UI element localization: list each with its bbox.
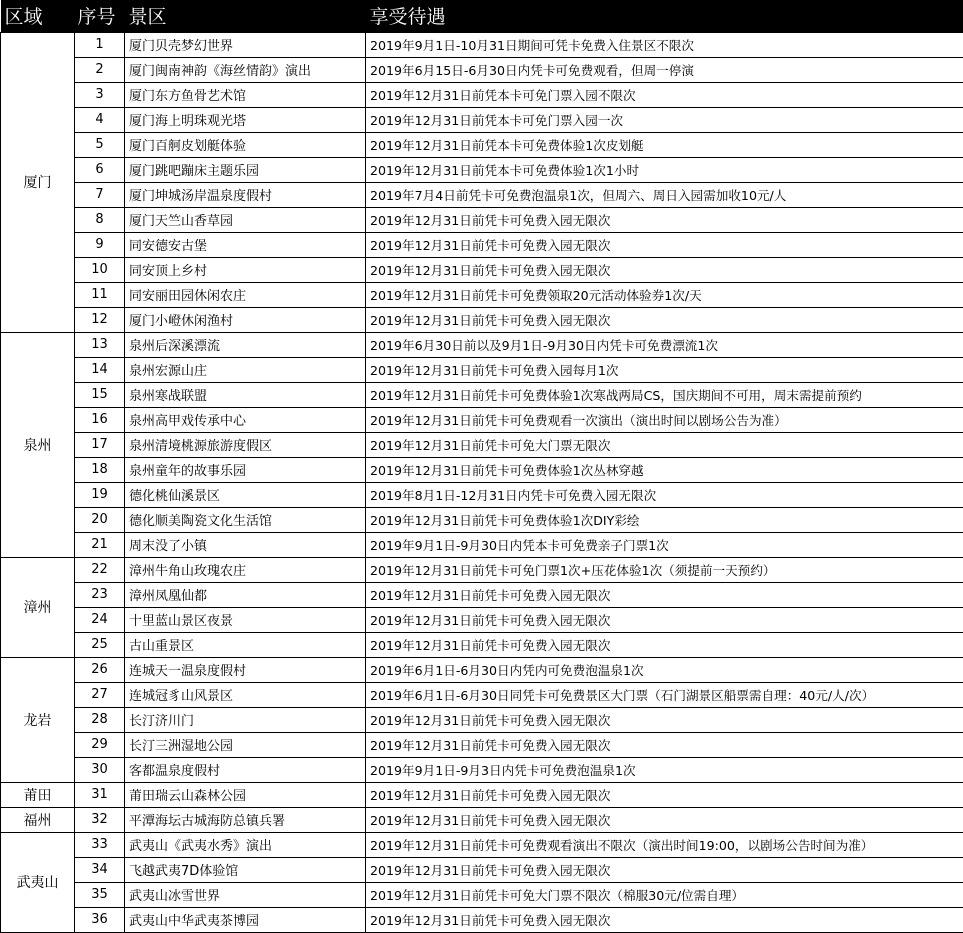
table-body	[1, 32, 963, 932]
table-row	[1, 307, 963, 332]
table-row	[1, 182, 963, 207]
index-cell: 29	[75, 732, 125, 757]
spot-cell: 同安德安古堡	[125, 232, 366, 257]
benefit-cell: 2019年12月31日前凭卡可免费入园无限次	[366, 632, 963, 657]
index-cell: 2	[75, 57, 125, 82]
table-row	[1, 157, 963, 182]
benefit-cell: 2019年6月15日-6月30日内凭卡可免费观看，但周一停演	[366, 57, 963, 82]
spot-cell: 长汀济川门	[125, 707, 366, 732]
index-cell: 17	[75, 432, 125, 457]
index-cell: 22	[75, 557, 125, 582]
benefit-cell: 2019年6月1日-6月30日内凭内可免费泡温泉1次	[366, 657, 963, 682]
spot-cell: 德化桃仙溪景区	[125, 482, 366, 507]
benefit-cell: 2019年6月30日前以及9月1日-9月30日内凭卡可免费漂流1次	[366, 332, 963, 357]
index-cell: 25	[75, 632, 125, 657]
table-row	[1, 882, 963, 907]
benefit-cell: 2019年8月1日-12月31日内凭卡可免费入园无限次	[366, 482, 963, 507]
table-row	[1, 82, 963, 107]
spot-cell: 厦门跳吧蹦床主题乐园	[125, 157, 366, 182]
table-row	[1, 382, 963, 407]
table-row	[1, 507, 963, 532]
benefit-cell: 2019年12月31日前凭卡可免费入园无限次	[366, 782, 963, 807]
index-cell: 35	[75, 882, 125, 907]
benefit-cell: 2019年12月31日前凭卡可免费入园无限次	[366, 707, 963, 732]
region-cell: 泉州	[1, 332, 75, 557]
index-cell: 34	[75, 857, 125, 882]
benefit-cell: 2019年12月31日前凭卡可免费入园无限次	[366, 232, 963, 257]
header-region: 区域	[1, 0, 75, 32]
benefit-cell: 2019年12月31日前凭卡可免费观看演出不限次（演出时间19:00，以剧场公告时间为准）	[366, 832, 963, 857]
benefit-cell: 2019年12月31日前凭卡可免费入园无限次	[366, 732, 963, 757]
spot-cell: 厦门天竺山香草园	[125, 207, 366, 232]
spot-cell: 十里蓝山景区夜景	[125, 607, 366, 632]
table-row	[1, 282, 963, 307]
table-row	[1, 457, 963, 482]
index-cell: 36	[75, 907, 125, 932]
index-cell: 10	[75, 257, 125, 282]
table-row	[1, 132, 963, 157]
index-cell: 8	[75, 207, 125, 232]
index-cell: 24	[75, 607, 125, 632]
benefit-cell: 2019年12月31日前凭卡可免门票1次+压花体验1次（须提前一天预约）	[366, 557, 963, 582]
spot-cell: 莆田瑞云山森林公园	[125, 782, 366, 807]
table-row	[1, 582, 963, 607]
spot-cell: 泉州清境桃源旅游度假区	[125, 432, 366, 457]
benefit-cell: 2019年12月31日前凭卡可免费体验1次寒战两局CS，国庆期间不可用，周末需提前预约	[366, 382, 963, 407]
benefit-cell: 2019年12月31日前凭卡可免费入园无限次	[366, 307, 963, 332]
benefit-cell: 2019年12月31日前凭卡可免费入园无限次	[366, 257, 963, 282]
benefit-cell: 2019年12月31日前凭本卡可免门票入园不限次	[366, 82, 963, 107]
index-cell: 21	[75, 532, 125, 557]
index-cell: 3	[75, 82, 125, 107]
table-row	[1, 707, 963, 732]
index-cell: 32	[75, 807, 125, 832]
table-row	[1, 332, 963, 357]
index-cell: 13	[75, 332, 125, 357]
index-cell: 7	[75, 182, 125, 207]
table-row	[1, 207, 963, 232]
table-row	[1, 557, 963, 582]
table-row	[1, 257, 963, 282]
benefit-cell: 2019年12月31日前凭本卡可免费体验1次皮划艇	[366, 132, 963, 157]
spot-cell: 平潭海坛古城海防总镇兵署	[125, 807, 366, 832]
spot-cell: 泉州后深溪漂流	[125, 332, 366, 357]
benefit-cell: 2019年9月1日-10月31日期间可凭卡免费入住景区不限次	[366, 32, 963, 57]
benefit-cell: 2019年12月31日前凭卡可免费入园无限次	[366, 207, 963, 232]
index-cell: 26	[75, 657, 125, 682]
spot-cell: 厦门贝壳梦幻世界	[125, 32, 366, 57]
benefit-cell: 2019年12月31日前凭卡可免费入园无限次	[366, 907, 963, 932]
benefit-cell: 2019年12月31日前凭卡可免费入园每月1次	[366, 357, 963, 382]
table-row	[1, 807, 963, 832]
spot-cell: 泉州高甲戏传承中心	[125, 407, 366, 432]
spot-cell: 厦门小嶝休闲渔村	[125, 307, 366, 332]
header-spot: 景区	[125, 0, 366, 32]
table-row	[1, 57, 963, 82]
spot-cell: 厦门坤城汤岸温泉度假村	[125, 182, 366, 207]
index-cell: 18	[75, 457, 125, 482]
table-row	[1, 682, 963, 707]
header-benefit: 享受待遇	[366, 0, 963, 32]
table-row	[1, 407, 963, 432]
benefit-cell: 2019年7月4日前凭卡可免费泡温泉1次，但周六、周日入园需加收10元/人	[366, 182, 963, 207]
spot-cell: 同安丽田园休闲农庄	[125, 282, 366, 307]
spot-cell: 连城天一温泉度假村	[125, 657, 366, 682]
index-cell: 14	[75, 357, 125, 382]
spot-cell: 古山重景区	[125, 632, 366, 657]
spot-cell: 德化顺美陶瓷文化生活馆	[125, 507, 366, 532]
table-row	[1, 632, 963, 657]
table-row	[1, 607, 963, 632]
table-row	[1, 732, 963, 757]
table-row	[1, 482, 963, 507]
spot-cell: 武夷山《武夷水秀》演出	[125, 832, 366, 857]
index-cell: 30	[75, 757, 125, 782]
table-row	[1, 432, 963, 457]
spot-cell: 武夷山中华武夷茶博园	[125, 907, 366, 932]
table-row	[1, 857, 963, 882]
benefit-cell: 2019年12月31日前凭卡可免费入园无限次	[366, 857, 963, 882]
spot-cell: 同安顶上乡村	[125, 257, 366, 282]
benefit-cell: 2019年12月31日前凭卡可免大门票不限次（棉服30元/位需自理）	[366, 882, 963, 907]
index-cell: 23	[75, 582, 125, 607]
benefit-cell: 2019年12月31日前凭卡可免费领取20元活动体验券1次/天	[366, 282, 963, 307]
region-cell: 福州	[1, 807, 75, 832]
region-cell: 龙岩	[1, 657, 75, 782]
spot-cell: 漳州凤凰仙都	[125, 582, 366, 607]
region-cell: 厦门	[1, 32, 75, 332]
table-row	[1, 532, 963, 557]
spot-cell: 长汀三洲湿地公园	[125, 732, 366, 757]
spot-cell: 飞越武夷7D体验馆	[125, 857, 366, 882]
region-cell: 莆田	[1, 782, 75, 807]
spot-cell: 连城冠豸山风景区	[125, 682, 366, 707]
table-row	[1, 232, 963, 257]
table-row	[1, 657, 963, 682]
benefit-cell: 2019年12月31日前凭本卡可免门票入园一次	[366, 107, 963, 132]
spot-cell: 厦门百舸皮划艇体验	[125, 132, 366, 157]
header-index: 序号	[75, 0, 125, 32]
benefit-cell: 2019年12月31日前凭卡可免大门票无限次	[366, 432, 963, 457]
spot-cell: 厦门东方鱼骨艺术馆	[125, 82, 366, 107]
index-cell: 9	[75, 232, 125, 257]
table-row	[1, 32, 963, 57]
benefit-cell: 2019年12月31日前凭卡可免费观看一次演出（演出时间以剧场公告为准）	[366, 407, 963, 432]
spot-cell: 厦门海上明珠观光塔	[125, 107, 366, 132]
index-cell: 15	[75, 382, 125, 407]
header-row	[1, 0, 963, 32]
index-cell: 16	[75, 407, 125, 432]
benefit-cell: 2019年12月31日前凭卡可免费入园无限次	[366, 607, 963, 632]
index-cell: 5	[75, 132, 125, 157]
index-cell: 27	[75, 682, 125, 707]
table-row	[1, 357, 963, 382]
index-cell: 33	[75, 832, 125, 857]
table-row	[1, 782, 963, 807]
index-cell: 19	[75, 482, 125, 507]
spot-cell: 泉州童年的故事乐园	[125, 457, 366, 482]
benefit-cell: 2019年12月31日前凭卡可免费入园无限次	[366, 582, 963, 607]
table-row	[1, 757, 963, 782]
index-cell: 11	[75, 282, 125, 307]
region-cell: 武夷山	[1, 832, 75, 932]
benefit-cell: 2019年12月31日前凭本卡可免费体验1次1小时	[366, 157, 963, 182]
index-cell: 12	[75, 307, 125, 332]
region-cell: 漳州	[1, 557, 75, 657]
benefit-cell: 2019年12月31日前凭卡可免费体验1次DIY彩绘	[366, 507, 963, 532]
benefit-cell: 2019年12月31日前凭卡可免费入园无限次	[366, 807, 963, 832]
table-row	[1, 107, 963, 132]
table-row	[1, 907, 963, 932]
spot-cell: 泉州寒战联盟	[125, 382, 366, 407]
spot-cell: 漳州牛角山玫瑰农庄	[125, 557, 366, 582]
index-cell: 20	[75, 507, 125, 532]
spot-cell: 客都温泉度假村	[125, 757, 366, 782]
index-cell: 28	[75, 707, 125, 732]
spot-cell: 武夷山冰雪世界	[125, 882, 366, 907]
spot-cell: 周末没了小镇	[125, 532, 366, 557]
index-cell: 31	[75, 782, 125, 807]
benefit-cell: 2019年12月31日前凭卡可免费体验1次丛林穿越	[366, 457, 963, 482]
spot-cell: 厦门闽南神韵《海丝情韵》演出	[125, 57, 366, 82]
index-cell: 1	[75, 32, 125, 57]
benefit-cell: 2019年9月1日-9月3日内凭卡可免费泡温泉1次	[366, 757, 963, 782]
spot-cell: 泉州宏源山庄	[125, 357, 366, 382]
benefit-cell: 2019年9月1日-9月30日内凭本卡可免费亲子门票1次	[366, 532, 963, 557]
index-cell: 6	[75, 157, 125, 182]
benefit-cell: 2019年6月1日-6月30日同凭卡可免费景区大门票（石门湖景区船票需自理：40元/人/次）	[366, 682, 963, 707]
table-row	[1, 832, 963, 857]
index-cell: 4	[75, 107, 125, 132]
